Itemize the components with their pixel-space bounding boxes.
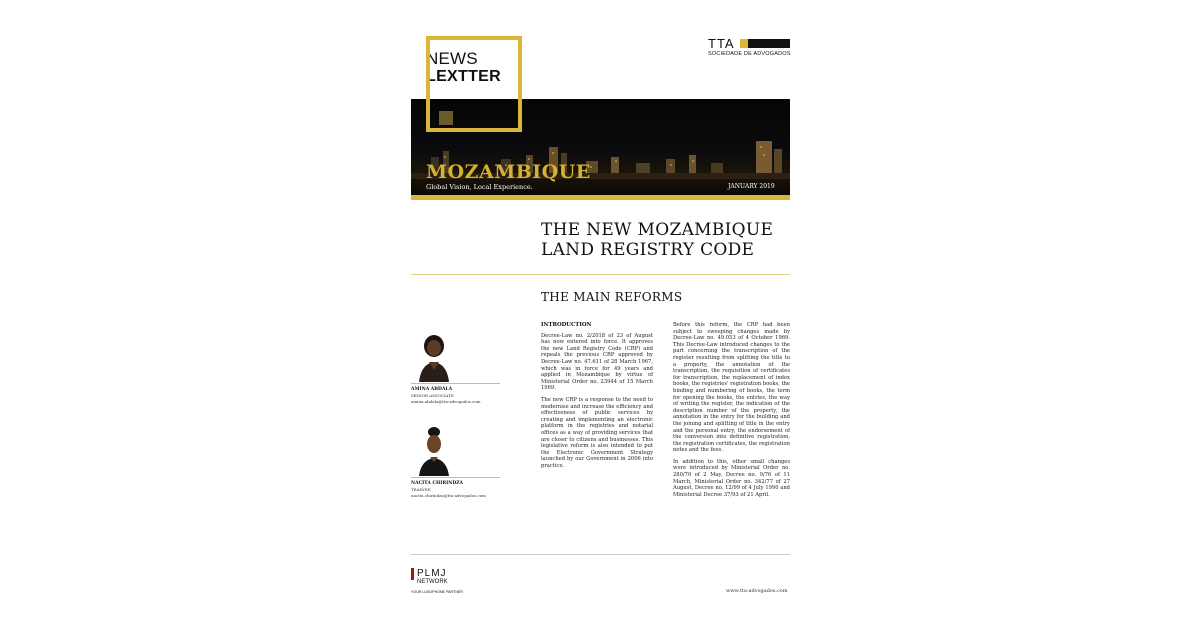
- section-subtitle: THE MAIN REFORMS: [541, 290, 683, 304]
- body-paragraph: The new CRP is a response to the need to modernise and increase the efficiency and effectiveness of public services by creating and implementing an electronic platform in the registries and notarial offices as a way of providing services that are closer to citizens and businesses. This legislative reform is also intended to put the Electronic Government Strategy launched by our Government in 2006 into practice.: [541, 396, 653, 469]
- issue-date: JANUARY 2019: [728, 183, 775, 190]
- author-name: AMINA ABDALA: [411, 387, 453, 392]
- body-paragraph: Before this reform, the CRP had been subject to sweeping changes made by Decree-Law no. 49.053 of 4 October 1969. This Decree-Law introduced changes to the part concerning the transcription of the register resulting from splitting the title to a property, the annotation of the transcription, the requisition of certificates for transcription, the replacement of index books, the registries' registration books, the binding and numbering of books, the term for opening the books, the entries, the way of writing the register, the indication of the description number of the property, the annotation in the entry for the building and the joining and splitting of title in the entry and the personal entry, the endorsement of the conversion into definitive registration, the registration certificates, the registration notes and the fees.: [673, 322, 790, 454]
- country-title: MOZAMBIQUE: [426, 161, 591, 183]
- lusophone-tagline: YOUR LUSOPHONE PARTNER: [411, 590, 463, 594]
- author-photo-1: [415, 330, 453, 382]
- network-label: NETWORK: [417, 579, 448, 585]
- website-link[interactable]: www.tta-advogados.com: [726, 588, 788, 594]
- page-title: THE NEW MOZAMBIQUE LAND REGISTRY CODE: [541, 220, 774, 260]
- frame-accent-square: [439, 111, 453, 125]
- author-email[interactable]: amina.abdala@tta-advogados.com: [411, 399, 481, 404]
- newsletter-page: [400, 0, 800, 630]
- intro-heading: INTRODUCTION: [541, 322, 592, 328]
- plmj-network-logo: [411, 568, 491, 596]
- body-column-2: [673, 322, 790, 503]
- news-label: NEWS: [426, 49, 478, 68]
- author-email[interactable]: nacita.chirindza@tta-advogados.com: [411, 493, 486, 498]
- firm-subtitle: SOCIEDADE DE ADVOGADOS: [708, 51, 791, 57]
- author-photo-2: [415, 424, 453, 476]
- body-paragraph: In addition to this, other small changes were introduced by Ministerial Order no. 280/70 of 2 May, Decree no. 9/76 of 11 March, Ministerial Order no. 342/77 of 27 August, Decree no. 12/99 of 4 July 1990 and Ministerial Decree 37/93 of 21 April.: [673, 458, 790, 498]
- banner-gold-strip: [411, 195, 790, 200]
- author-divider: [411, 383, 500, 384]
- author-role: SENIOR ASSOCIATE: [411, 393, 454, 398]
- tagline: Global Vision, Local Experience.: [426, 183, 533, 191]
- firm-logo-text: TTA: [708, 36, 735, 51]
- body-paragraph: Decree-Law no. 2/2018 of 23 of August has now entered into force. It approves the new Land Registry Code (CRP) and repeals the previous CRP approved by Decree-Law no. 47.611 of 28 March 1967, which was in force for 49 years and applied in Mozambique by virtue of Ministerial Order no. 23944 of 15 March 1969.: [541, 332, 653, 392]
- title-divider: [411, 274, 790, 275]
- author-role: TRAINEE: [411, 487, 431, 492]
- lextter-label: LEXTTER: [426, 68, 501, 85]
- author-divider: [411, 477, 500, 478]
- body-column-1: [541, 322, 653, 474]
- plmj-logo-bar: [411, 568, 414, 580]
- author-name: NACITA CHIRINDZA: [411, 481, 464, 486]
- firm-logo-accent: [740, 39, 748, 48]
- footer-divider: [411, 554, 790, 555]
- plmj-logo-text: PLMJ: [417, 568, 447, 579]
